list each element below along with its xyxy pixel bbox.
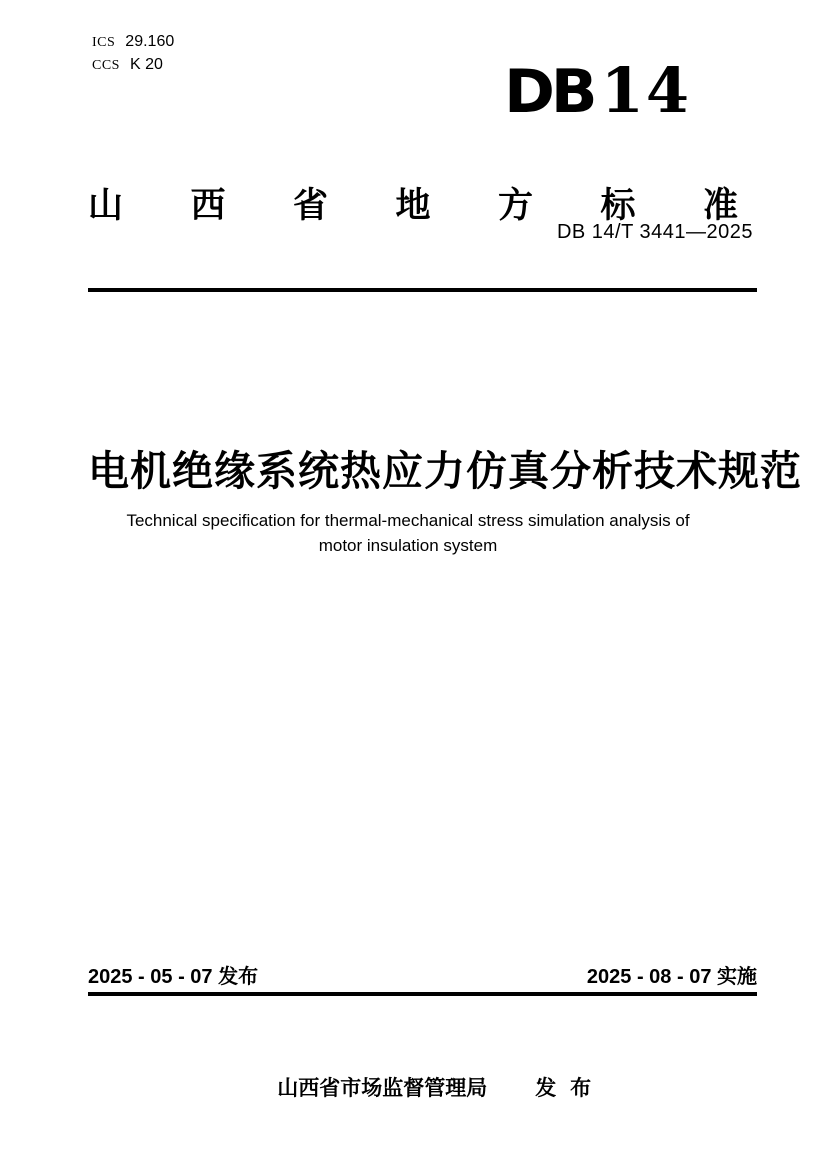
ics-code-row xyxy=(92,33,174,51)
db14-logo xyxy=(504,54,691,127)
implement-date: 2025 - 08 - 07 实施 xyxy=(586,966,757,988)
standard-name-cn: 山西省地方标准 xyxy=(88,186,738,225)
document-title-cn: 电机绝缘系统热应力仿真分析技术规范 xyxy=(88,448,802,494)
dates-row xyxy=(88,960,757,989)
standard-number: DB 14/T 3441—2025 xyxy=(556,221,753,243)
publisher-name: 山西省市场监督管理局 xyxy=(277,1077,488,1100)
db-logo-number: 14 xyxy=(600,54,691,127)
ccs-label: CCS xyxy=(92,58,120,73)
footer-divider-rule xyxy=(88,992,757,996)
ccs-value: K 20 xyxy=(129,56,163,73)
publish-label: 发 布 xyxy=(535,1077,592,1100)
ics-value: 29.160 xyxy=(125,33,175,50)
ccs-code-row xyxy=(92,56,174,74)
ics-label: ICS xyxy=(92,35,116,50)
issue-date: 2025 - 05 - 07 发布 xyxy=(88,966,259,988)
db-logo-letters: DB xyxy=(504,57,594,127)
publisher-row xyxy=(88,1048,757,1126)
document-title-en xyxy=(58,508,758,558)
document-title-en-line2: motor insulation system xyxy=(318,536,498,555)
classification-codes xyxy=(92,33,174,79)
header-divider-rule xyxy=(88,288,757,292)
document-title-en-line1: Technical specification for thermal-mechanical stress simulation analysis of xyxy=(126,511,690,530)
